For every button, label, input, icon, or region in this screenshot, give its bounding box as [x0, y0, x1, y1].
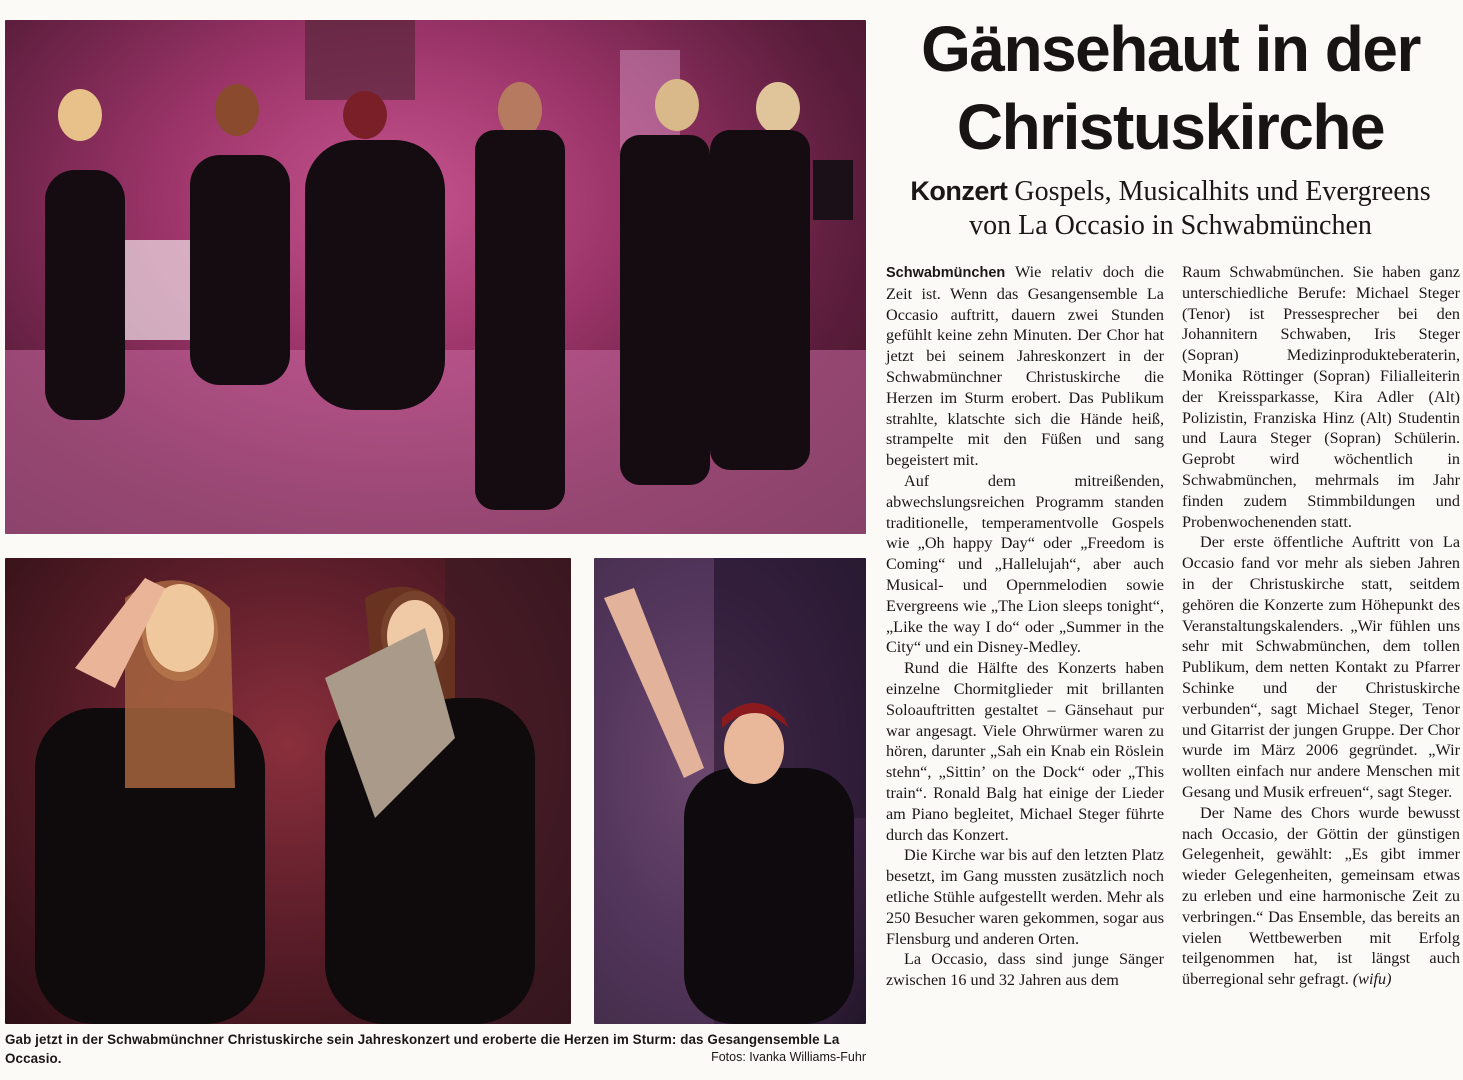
headline [878, 10, 1463, 166]
article-paragraph-text: Der Name des Chors wurde bewusst nach Occasio, der Göttin der günstigen Gelegenheit, gewählt: „Es gibt immer wieder Gelegenheiten, gemeinsam etwas zu erleben und eine harmonische Zeit zu verbringen.“ Das Ensemble, das bereits an vielen Wettbewerben mit Erfolg teilgenommen hat, ist längst auch überregional sehr gefragt. [1182, 803, 1460, 989]
article-paragraph-text: Wie relativ doch die Zeit ist. Wenn das Gesangensemble La Occasio auftritt, dauern zwei Stunden gefühlt keine zehn Minuten. Der Chor hat jetzt bei seinem Jahreskonzert in der Schwabmünchner Christuskirche die Herzen im Sturm erobert. Das Publikum strahlte, klatschte sich die Hände heiß, strampelte mit den Füßen und sang begeistert mit. [886, 263, 1164, 470]
article-paragraph: Raum Schwabmünchen. Sie haben ganz unterschiedliche Berufe: Michael Steger (Tenor) ist Pressesprecher bei den Johannitern Schwaben, Iris Steger (Sopran) Medizinprodukteberaterin, Monika Röttinger (Sopran) Filialleiterin der Kreissparkasse, Kira Adler (Alt) Polizistin, Franziska Hinz (Alt) Studentin und Laura Steger (Sopran) Schülerin. Geprobt wird wöchentlich in Schwabmünchen, mehrmals im Jahr finden zudem Stimmbildungen und Probenwochenenden statt. [1182, 263, 1460, 531]
article-paragraph: Rund die Hälfte des Konzerts haben einzelne Chormitglieder mit brillanten Soloauftritten gestaltet – Gänsehaut pur war angesagt. Viele Ohrwürmer waren zu hören, darunter „Sah ein Knab ein Röslein stehn“, „Sittin’ on the Dock“ oder „This train“. Ronald Balg hat einige der Lieder am Piano begleitet, Michael Steger führte durch das Konzert. [886, 659, 1164, 844]
subheadline-line-1 [878, 174, 1463, 209]
subheadline-line-2: von La Occasio in Schwabmünchen [969, 210, 1372, 241]
article-column-right [1182, 262, 1460, 990]
headline-line-2: Christuskirche [956, 91, 1385, 163]
subheadline [878, 174, 1463, 243]
soloist-illustration [594, 558, 866, 1024]
dateline: Schwabmünchen [886, 265, 1006, 281]
subheadline-line-1-text: Gospels, Musicalhits und Evergreens [1007, 176, 1431, 207]
singers-with-fans-photo [5, 558, 571, 1024]
article-paragraph: Auf dem mitreißenden, abwechslungsreichen Programm standen traditionelle, temperamentvolle Gospels wie „Oh happy Day“ oder „Freedom is Coming“ und „Hallelujah“, aber auch Musical- und Opernmelodien sowie Evergreens wie „The Lion sleeps tonight“, „Like the way I do“ oder „Summer in the City“ und ein Disney-Medley. [886, 471, 1164, 657]
headline-line-1: Gänsehaut in der [921, 13, 1420, 85]
article-paragraph: Der erste öffentliche Auftritt von La Occasio fand vor mehr als sieben Jahren in der Christuskirche statt, seitdem gehören die Konzerte zum Höhepunkt des Veranstaltungskalenders. „Wir fühlen uns sehr mit Schwabmünchen, dem tollen Publikum, dem netten Kontakt zu Pfarrer Schinke und der Christuskirche verbunden“, sagt Michael Steger, Tenor und Gitarrist der jungen Gruppe. Der Chor wurde im März 2006 gegründet. „Wir wollten einfach nur andere Menschen mit Gesang und Musik erfreuen“, sagt Steger. [1182, 533, 1460, 801]
singers-with-fans-illustration [5, 558, 571, 1024]
article-column-left [886, 262, 1164, 991]
author-signature: (wifu) [1352, 970, 1392, 989]
article-paragraph: Die Kirche war bis auf den letzten Platz besetzt, im Gang mussten zusätzlich noch etliche Stühle aufgestellt werden. Mehr als 250 Besucher waren gekommen, sogar aus Flensburg und anderen Orten. [886, 846, 1164, 948]
photo-credit: Fotos: Ivanka Williams-Fuhr [711, 1050, 866, 1064]
article-paragraph [886, 262, 1164, 471]
photo-caption: Gab jetzt in der Schwabmünchner Christuskirche sein Jahreskonzert und eroberte die Herzen im Sturm: das Gesangensemble La Occasio. [5, 1032, 840, 1066]
subheadline-kicker: Konzert [910, 176, 1008, 206]
soloist-photo [594, 558, 866, 1024]
article-paragraph: La Occasio, dass sind junge Sänger zwischen 16 und 32 Jahren aus dem [886, 950, 1164, 990]
choir-performance-photo [5, 20, 866, 534]
article-paragraph [1182, 803, 1460, 990]
choir-performance-illustration [5, 20, 866, 534]
